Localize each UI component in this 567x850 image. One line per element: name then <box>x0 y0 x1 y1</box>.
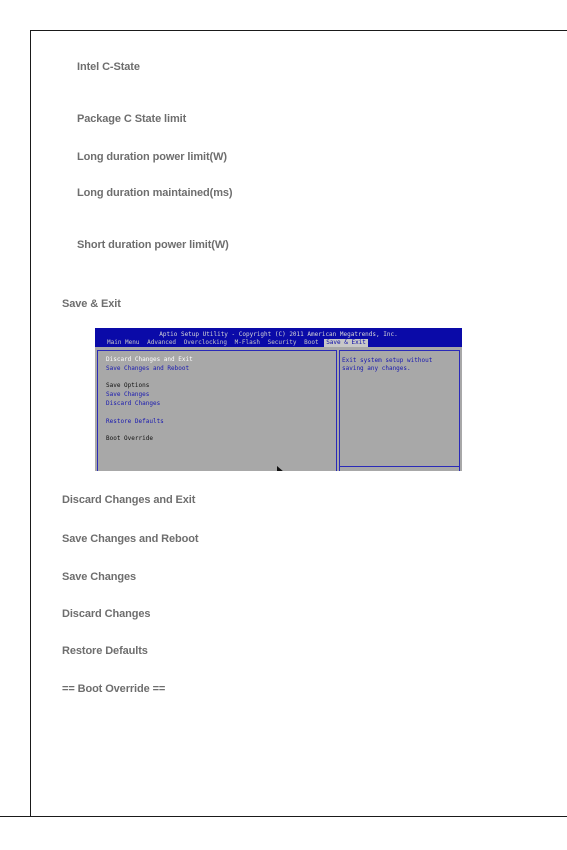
term-boot-override: == Boot Override == <box>62 683 166 695</box>
bios-help-separator <box>340 466 459 467</box>
bios-menubar <box>105 339 368 347</box>
bios-option-save-reboot[interactable]: Save Changes and Reboot <box>106 365 190 372</box>
term-package-c-state-limit: Package C State limit <box>77 113 187 125</box>
bios-option-discard-changes[interactable]: Discard Changes <box>106 400 161 407</box>
bios-title: Aptio Setup Utility - Copyright (C) 2011 American Megatrends, Inc. <box>159 331 398 338</box>
bios-menu-save-exit[interactable]: Save & Exit <box>326 339 366 346</box>
term-save-changes: Save Changes <box>62 571 137 583</box>
bios-menu-boot[interactable]: Boot <box>304 339 319 346</box>
bios-menu-mflash[interactable]: M-Flash <box>234 339 260 346</box>
term-long-duration-power-limit: Long duration power limit(W) <box>77 151 227 163</box>
bios-menu-advanced[interactable]: Advanced <box>147 339 177 346</box>
term-discard-changes: Discard Changes <box>62 608 151 620</box>
term-long-duration-maintained: Long duration maintained(ms) <box>77 187 233 199</box>
bios-option-restore-defaults[interactable]: Restore Defaults <box>106 418 164 425</box>
term-restore-defaults: Restore Defaults <box>62 645 148 657</box>
bios-options-panel <box>97 350 337 471</box>
mouse-cursor-icon <box>277 466 285 471</box>
bios-option-save-changes[interactable]: Save Changes <box>106 391 150 398</box>
bios-menu-main[interactable]: Main Menu <box>107 339 140 346</box>
top-rule <box>30 30 567 31</box>
bios-screenshot <box>95 328 462 471</box>
section-heading-save-exit: Save & Exit <box>62 298 121 310</box>
bios-heading-boot-override: Boot Override <box>106 435 153 442</box>
term-short-duration-power-limit: Short duration power limit(W) <box>77 239 229 251</box>
bios-help-panel <box>339 350 460 471</box>
bios-heading-save-options: Save Options <box>106 382 150 389</box>
term-save-changes-reboot: Save Changes and Reboot <box>62 533 199 545</box>
term-intel-c-state: Intel C-State <box>77 61 140 73</box>
term-discard-changes-exit: Discard Changes and Exit <box>62 494 196 506</box>
bottom-rule <box>0 816 567 817</box>
bios-help-line: saving any changes. <box>342 365 411 372</box>
bios-help-line: Exit system setup without <box>342 357 433 364</box>
bios-option-discard-exit[interactable]: Discard Changes and Exit <box>106 356 193 363</box>
bios-menu-security[interactable]: Security <box>267 339 297 346</box>
bios-help-text <box>342 357 432 373</box>
bios-menu-overclocking[interactable]: Overclocking <box>183 339 228 346</box>
bios-header <box>95 328 462 347</box>
left-rule <box>30 30 31 816</box>
